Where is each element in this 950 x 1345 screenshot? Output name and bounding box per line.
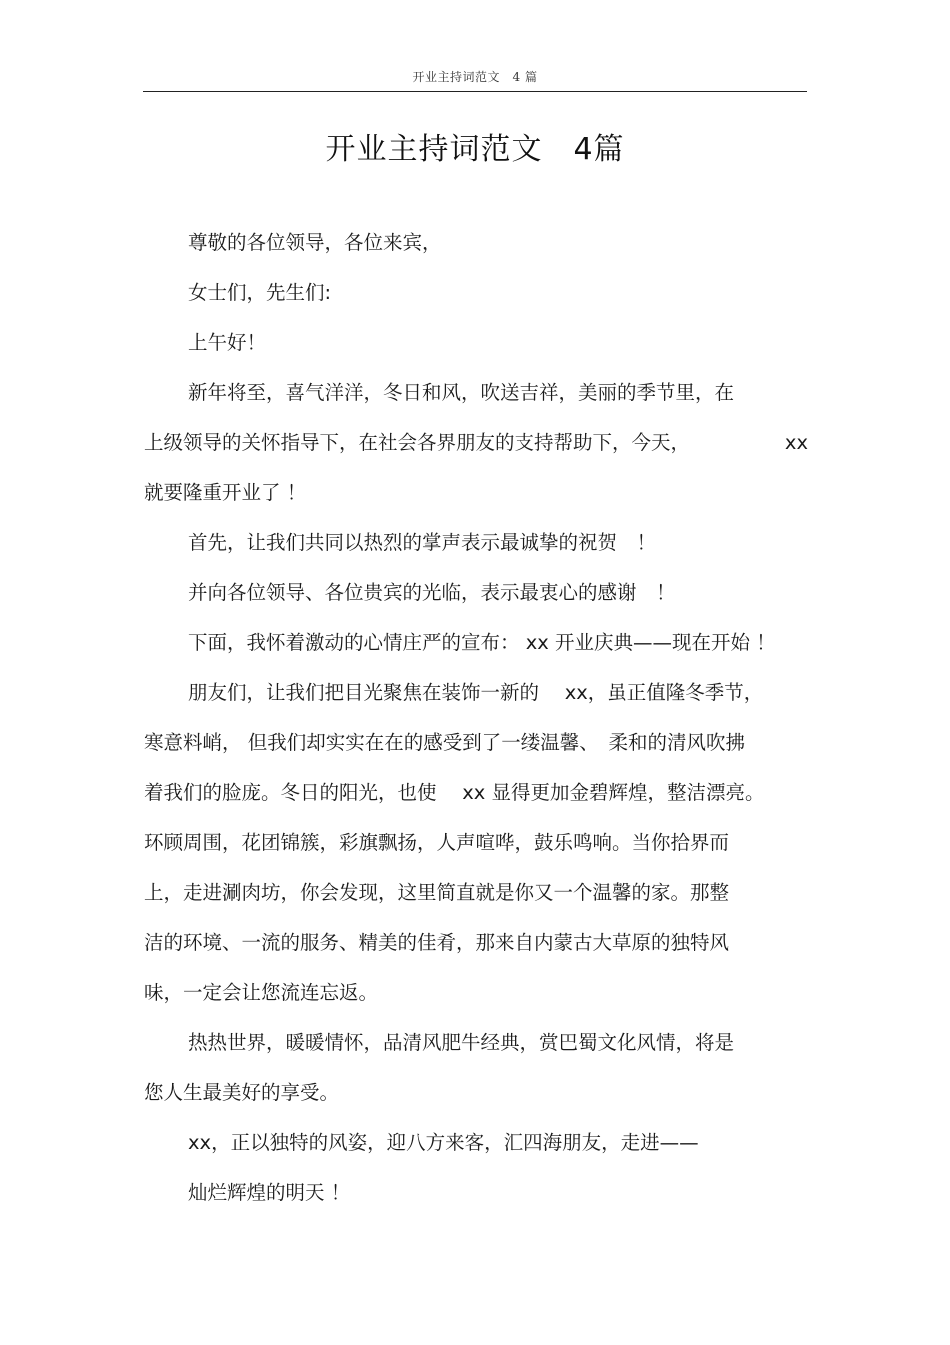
body-line: xx，正以独特的风姿，迎八方来客，汇四海朋友，走进—— <box>188 1131 699 1154</box>
body-line: 下面，我怀着激动的心情庄严的宣布： xx 开业庆典——现在开始 ！ <box>188 631 776 654</box>
body-line <box>144 418 808 468</box>
body-line: 环顾周围，花团锦簇，彩旗飘扬，人声喧哗，鼓乐鸣响。当你拾界而 <box>144 831 730 854</box>
body-line: 朋友们，让我们把目光聚焦在装饰一新的 xx，虽正值隆冬季节， <box>188 681 764 704</box>
body-line-tail: xx <box>784 431 808 454</box>
header-rule <box>143 91 807 92</box>
body-line: 着我们的脸庞。冬日的阳光，也使 xx 显得更加金碧辉煌，整洁漂亮。 <box>144 781 765 804</box>
body-line: 您人生最美好的享受。 <box>144 1081 340 1104</box>
document-title: 开业主持词范文 4篇 <box>325 132 625 167</box>
body-line: 新年将至，喜气洋洋，冬日和风，吹送吉祥，美丽的季节里，在 <box>188 381 735 404</box>
body-line: 灿烂辉煌的明天 ！ <box>188 1181 351 1204</box>
body-line: 首先，让我们共同以热烈的掌声表示最诚挚的祝贺 ！ <box>188 531 657 554</box>
running-header: 开业主持词范文 4 篇 <box>412 70 538 84</box>
body-line-text: 上级领导的关怀指导下，在社会各界朋友的支持帮助下，今天， <box>144 431 691 454</box>
document-body <box>144 218 808 1218</box>
body-line: 女士们，先生们: <box>188 281 332 304</box>
body-line: 上，走进涮肉坊，你会发现，这里简直就是你又一个温馨的家。那整 <box>144 881 730 904</box>
body-line: 寒意料峭， 但我们却实实在在的感受到了一缕温馨、 柔和的清风吹拂 <box>144 731 745 754</box>
body-line: 热热世界，暖暖情怀，品清风肥牛经典，赏巴蜀文化风情，将是 <box>188 1031 735 1054</box>
body-line: 尊敬的各位领导，各位来宾， <box>188 231 442 254</box>
body-line: 上午好！ <box>188 331 267 354</box>
body-line: 就要隆重开业了 ！ <box>144 481 307 504</box>
body-line: 味，一定会让您流连忘返。 <box>144 981 379 1004</box>
body-line: 洁的环境、一流的服务、精美的佳肴，那来自内蒙古大草原的独特风 <box>144 931 730 954</box>
body-line: 并向各位领导、各位贵宾的光临，表示最衷心的感谢 ！ <box>188 581 676 604</box>
